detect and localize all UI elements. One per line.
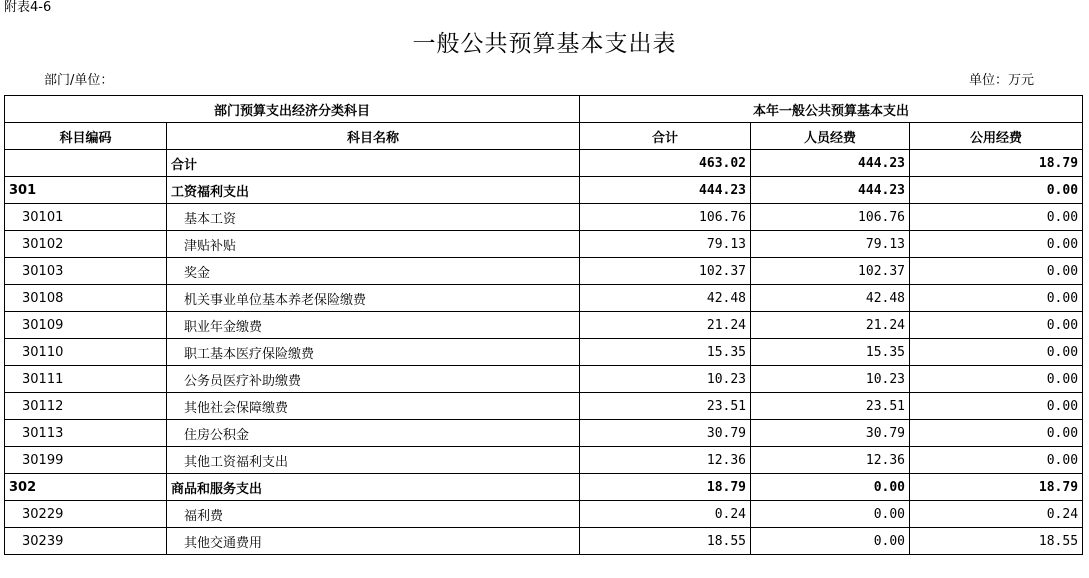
- cell-name: 职工基本医疗保险缴费: [167, 339, 580, 366]
- cell-public: 18.79: [910, 150, 1083, 177]
- cell-name: 职业年金缴费: [167, 312, 580, 339]
- table-row: [5, 258, 1083, 285]
- cell-public: 0.00: [910, 285, 1083, 312]
- cell-public: 0.00: [910, 366, 1083, 393]
- cell-public: 0.00: [910, 231, 1083, 258]
- cell-name: 机关事业单位基本养老保险缴费: [167, 285, 580, 312]
- cell-personnel: 12.36: [751, 447, 910, 474]
- table-row: [5, 204, 1083, 231]
- cell-code: 30102: [5, 231, 167, 258]
- table-row: [5, 150, 1083, 177]
- table-row: [5, 447, 1083, 474]
- cell-public: 0.00: [910, 339, 1083, 366]
- cell-personnel: 23.51: [751, 393, 910, 420]
- cell-name: 津贴补贴: [167, 231, 580, 258]
- cell-personnel: 21.24: [751, 312, 910, 339]
- table-row: [5, 177, 1083, 204]
- budget-table: [4, 95, 1083, 555]
- cell-code: 30229: [5, 501, 167, 528]
- department-label: 部门/单位：: [44, 73, 114, 88]
- cell-code: 30112: [5, 393, 167, 420]
- cell-name: 工资福利支出: [167, 177, 580, 204]
- cell-code: 30113: [5, 420, 167, 447]
- group-header-classification: 部门预算支出经济分类科目: [5, 96, 580, 123]
- cell-code: [5, 150, 167, 177]
- cell-name: 其他社会保障缴费: [167, 393, 580, 420]
- cell-public: 0.00: [910, 258, 1083, 285]
- unit-label: 单位：万元: [968, 73, 1034, 88]
- column-header-total: 合计: [580, 123, 751, 150]
- cell-total: 18.79: [580, 474, 751, 501]
- table-row: [5, 474, 1083, 501]
- column-header-public: 公用经费: [910, 123, 1083, 150]
- cell-personnel: 0.00: [751, 501, 910, 528]
- column-header-code: 科目编码: [5, 123, 167, 150]
- cell-name: 合计: [167, 150, 580, 177]
- cell-total: 23.51: [580, 393, 751, 420]
- cell-public: 18.55: [910, 528, 1083, 555]
- cell-total: 30.79: [580, 420, 751, 447]
- cell-personnel: 30.79: [751, 420, 910, 447]
- cell-public: 0.00: [910, 204, 1083, 231]
- cell-code: 30108: [5, 285, 167, 312]
- table-group-header-row: [5, 96, 1083, 123]
- cell-total: 444.23: [580, 177, 751, 204]
- cell-personnel: 444.23: [751, 150, 910, 177]
- cell-name: 住房公积金: [167, 420, 580, 447]
- table-row: [5, 420, 1083, 447]
- table-row: [5, 231, 1083, 258]
- cell-total: 15.35: [580, 339, 751, 366]
- cell-total: 79.13: [580, 231, 751, 258]
- cell-public: 0.00: [910, 177, 1083, 204]
- cell-code: 30101: [5, 204, 167, 231]
- cell-code: 30199: [5, 447, 167, 474]
- cell-personnel: 102.37: [751, 258, 910, 285]
- cell-public: 18.79: [910, 474, 1083, 501]
- cell-total: 10.23: [580, 366, 751, 393]
- cell-public: 0.00: [910, 447, 1083, 474]
- cell-code: 30239: [5, 528, 167, 555]
- cell-code: 301: [5, 177, 167, 204]
- cell-personnel: 444.23: [751, 177, 910, 204]
- table-body: [5, 150, 1083, 555]
- group-header-basic-expenditure: 本年一般公共预算基本支出: [580, 96, 1083, 123]
- cell-name: 奖金: [167, 258, 580, 285]
- cell-public: 0.00: [910, 393, 1083, 420]
- cell-total: 0.24: [580, 501, 751, 528]
- cell-personnel: 10.23: [751, 366, 910, 393]
- cell-code: 30111: [5, 366, 167, 393]
- table-row: [5, 393, 1083, 420]
- column-header-name: 科目名称: [167, 123, 580, 150]
- cell-name: 商品和服务支出: [167, 474, 580, 501]
- cell-personnel: 42.48: [751, 285, 910, 312]
- cell-total: 463.02: [580, 150, 751, 177]
- cell-public: 0.00: [910, 312, 1083, 339]
- cell-total: 42.48: [580, 285, 751, 312]
- cell-personnel: 0.00: [751, 528, 910, 555]
- cell-code: 30110: [5, 339, 167, 366]
- cell-name: 其他交通费用: [167, 528, 580, 555]
- table-column-header-row: [5, 123, 1083, 150]
- cell-name: 福利费: [167, 501, 580, 528]
- attachment-label: 附表4-6: [4, 0, 52, 15]
- cell-total: 21.24: [580, 312, 751, 339]
- cell-code: 30103: [5, 258, 167, 285]
- cell-personnel: 15.35: [751, 339, 910, 366]
- document-title: 一般公共预算基本支出表: [412, 31, 677, 57]
- cell-code: 302: [5, 474, 167, 501]
- column-header-personnel: 人员经费: [751, 123, 910, 150]
- cell-public: 0.00: [910, 420, 1083, 447]
- table-row: [5, 312, 1083, 339]
- cell-total: 106.76: [580, 204, 751, 231]
- cell-personnel: 106.76: [751, 204, 910, 231]
- cell-code: 30109: [5, 312, 167, 339]
- cell-personnel: 0.00: [751, 474, 910, 501]
- table-row: [5, 366, 1083, 393]
- table-row: [5, 528, 1083, 555]
- cell-name: 公务员医疗补助缴费: [167, 366, 580, 393]
- cell-total: 12.36: [580, 447, 751, 474]
- cell-total: 18.55: [580, 528, 751, 555]
- cell-name: 基本工资: [167, 204, 580, 231]
- table-row: [5, 501, 1083, 528]
- table-row: [5, 339, 1083, 366]
- cell-total: 102.37: [580, 258, 751, 285]
- cell-public: 0.24: [910, 501, 1083, 528]
- cell-personnel: 79.13: [751, 231, 910, 258]
- cell-name: 其他工资福利支出: [167, 447, 580, 474]
- table-row: [5, 285, 1083, 312]
